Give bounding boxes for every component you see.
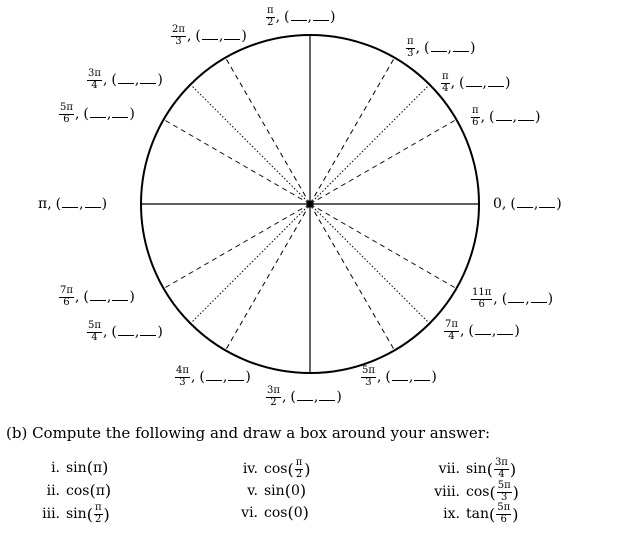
blank-x [431,41,447,52]
blank-x [118,325,134,336]
denominator: 6 [63,113,70,125]
denominator: 3 [501,491,508,503]
trig-function: cos [264,461,288,477]
angle-fraction [59,286,74,308]
angle-label-3pi-2: $\frac{3\pi}{2}$ , ( , ) [267,385,342,408]
denominator: 3 [407,47,414,59]
blank-y [319,390,335,401]
angle-label-pi-2: $\frac{\pi}{2}$ , ( , ) [267,5,336,28]
numerator: 3π [267,385,280,396]
numerator: 2π [172,24,185,35]
blank-x [62,197,78,208]
trig-function: sin [264,482,285,499]
coordinate-blanks: ( , ) [424,40,476,56]
blank-y [85,197,101,208]
blank-y [112,290,128,301]
argument-fraction [494,458,509,480]
exercise-number: iii. [42,506,60,522]
spoke-7pi-6 [164,204,310,289]
denominator: 6 [500,513,507,525]
exercise-number: ix. [443,506,460,522]
blank-x [297,390,313,401]
blank-x [202,29,218,40]
blank-x [475,324,491,335]
spoke-pi-3 [310,58,395,204]
blank-y [140,73,156,84]
angle-fraction [59,103,74,125]
trig-function: tan [466,506,489,522]
denominator: 2 [270,396,277,408]
exercise-item: v. sin ( 0 ) [236,481,306,500]
spoke-5pi-4 [190,204,310,324]
part-b-prompt: (b) Compute the following and draw a box around your answer: [6,424,490,442]
denominator: 6 [63,296,70,308]
numerator: π [267,5,274,16]
coordinate-blanks: ( , ) [489,109,541,125]
denominator: 3 [179,376,186,388]
numerator: π [472,105,479,116]
blank-x [508,292,524,303]
numerator: 7π [445,319,458,330]
exercise-item: vii. sin ( $\frac{3\pi}{4}$ ) [430,458,516,480]
numerator: 5π [88,320,101,331]
numerator: π [295,457,303,468]
angle-fraction [87,321,102,343]
angle-fraction [441,72,450,94]
spoke-2pi-3 [226,58,311,204]
angle-fraction [175,366,190,388]
coordinate-blanks: ( , ) [284,9,336,25]
angle-label-pi-6: $\frac{\pi}{6}$ , ( , ) [472,105,541,128]
spoke-4pi-3 [226,204,311,350]
argument: 0 [293,504,303,521]
coordinate-blanks: ( , ) [111,72,163,88]
denominator: 2 [295,468,303,480]
trig-function: cos [264,504,288,521]
blank-y [112,107,128,118]
spoke-5pi-3 [310,204,395,350]
denominator: 2 [95,513,102,525]
exercise-number: viii. [434,484,460,500]
exercise-item: ix. tan ( $\frac{5\pi}{6}$ ) [430,503,518,525]
argument: π [92,459,103,476]
angle-fraction [87,69,102,91]
angle-label-pi-4: $\frac{\pi}{4}$ , ( , ) [442,71,511,94]
blank-x [517,197,533,208]
numerator: 4π [176,365,189,376]
numerator: 5π [497,502,511,513]
numerator: π [94,502,102,513]
angle-label-7pi-6: $\frac{7\pi}{6}$ , ( , ) [60,285,135,308]
exercise-item: vi. cos ( 0 ) [236,503,309,522]
coordinate-blanks: ( , ) [290,389,342,405]
angle-fraction [444,320,459,342]
trig-function: cos [66,482,90,499]
denominator: 4 [448,330,455,342]
exercise-item: iii. sin ( $\frac{\pi}{2}$ ) [40,503,110,525]
exercise-number: vi. [241,504,258,521]
angle-fraction [266,386,281,408]
blank-y [539,197,555,208]
coordinate-blanks: ( , ) [111,324,163,340]
spoke-7pi-4 [310,204,430,324]
exercise-item: i. sin ( π ) [40,458,108,477]
spoke-5pi-6 [164,120,310,205]
numerator: 11π [472,287,492,298]
coordinate-blanks: ( , ) [468,323,520,339]
blank-y [414,370,430,381]
denominator: 4 [498,468,505,480]
blank-y [497,324,513,335]
blank-x [118,73,134,84]
coordinate-blanks: ( , ) [501,291,554,307]
denominator: 4 [91,331,98,343]
trig-function: sin [466,461,487,477]
angle-label-4pi-3: $\frac{4\pi}{3}$ , ( , ) [176,365,251,388]
exercise-item: iv. cos ( $\frac{\pi}{2}$ ) [236,458,311,480]
angle-fraction [171,25,186,47]
numerator: 5π [60,102,73,113]
origin-point [307,201,314,208]
trig-function: sin [66,459,87,476]
numerator: 5π [497,480,511,491]
blank-y [488,76,504,87]
numerator: 3π [494,457,508,468]
angle-label-7pi-4: $\frac{7\pi}{4}$ , ( , ) [445,319,520,342]
exercise-item: ii. cos ( π ) [40,481,111,500]
blank-x [466,76,482,87]
blank-x [291,10,307,21]
angle-fraction [361,366,376,388]
angle-fraction [266,6,275,28]
blank-y [224,29,240,40]
coordinate-blanks: ( , ) [459,75,511,91]
coordinate-blanks: ( , ) [83,106,135,122]
coordinate-blanks: ( , ) [83,289,135,305]
blank-y [453,41,469,52]
denominator: 3 [175,35,182,47]
blank-y [313,10,329,21]
blank-y [531,292,547,303]
argument-fraction [295,458,304,480]
exercise-number: v. [247,482,258,499]
numerator: 7π [60,285,73,296]
argument: 0 [290,482,300,499]
denominator: 4 [91,79,98,91]
denominator: 6 [472,116,479,128]
spoke-pi-6 [310,120,456,205]
blank-x [392,370,408,381]
numerator: π [442,71,449,82]
coordinate-blanks: ( , ) [510,196,562,212]
exercise-number: i. [51,459,60,476]
denominator: 2 [267,16,274,28]
angle-fraction [471,288,492,310]
spoke-pi-4 [310,84,430,204]
blank-x [496,110,512,121]
argument-fraction [497,481,512,503]
spoke-11pi-6 [310,204,456,289]
numerator: 5π [362,365,375,376]
spoke-3pi-4 [190,84,310,204]
angle-value: π [38,196,48,212]
exercise-number: vii. [438,461,460,477]
denominator: 3 [365,376,372,388]
blank-y [228,370,244,381]
angle-label-pi: π , ( , ) [38,196,108,212]
blank-x [90,107,106,118]
trig-function: sin [66,506,87,522]
exercise-item: viii. cos ( $\frac{5\pi}{3}$ ) [430,481,519,503]
blank-y [518,110,534,121]
coordinate-blanks: ( , ) [199,369,251,385]
angle-label-11pi-6: $\frac{11\pi}{6}$ , ( , ) [472,287,554,310]
denominator: 4 [442,82,449,94]
argument-fraction [94,503,103,525]
numerator: 3π [88,68,101,79]
angle-fraction [471,106,480,128]
blank-y [140,325,156,336]
angle-value: 0 [493,196,502,212]
denominator: 6 [478,298,485,310]
blank-x [206,370,222,381]
angle-label-pi-3: $\frac{\pi}{3}$ , ( , ) [407,36,476,59]
exercise-number: iv. [242,461,258,477]
angle-label-5pi-3: $\frac{5\pi}{3}$ , ( , ) [362,365,437,388]
argument: π [95,482,105,499]
numerator: π [407,36,414,47]
coordinate-blanks: ( , ) [385,369,437,385]
blank-x [90,290,106,301]
angle-label-0: 0 , ( , ) [493,196,562,212]
angle-fraction [406,37,415,59]
argument-fraction [496,503,511,525]
angle-label-5pi-6: $\frac{5\pi}{6}$ , ( , ) [60,102,135,125]
exercise-number: ii. [46,482,60,499]
coordinate-blanks: ( , ) [55,196,108,212]
angle-label-3pi-4: $\frac{3\pi}{4}$ , ( , ) [88,68,163,91]
trig-function: cos [466,484,490,500]
angle-label-5pi-4: $\frac{5\pi}{4}$ , ( , ) [88,320,163,343]
coordinate-blanks: ( , ) [195,28,247,44]
angle-label-2pi-3: $\frac{2\pi}{3}$ , ( , ) [172,24,247,47]
